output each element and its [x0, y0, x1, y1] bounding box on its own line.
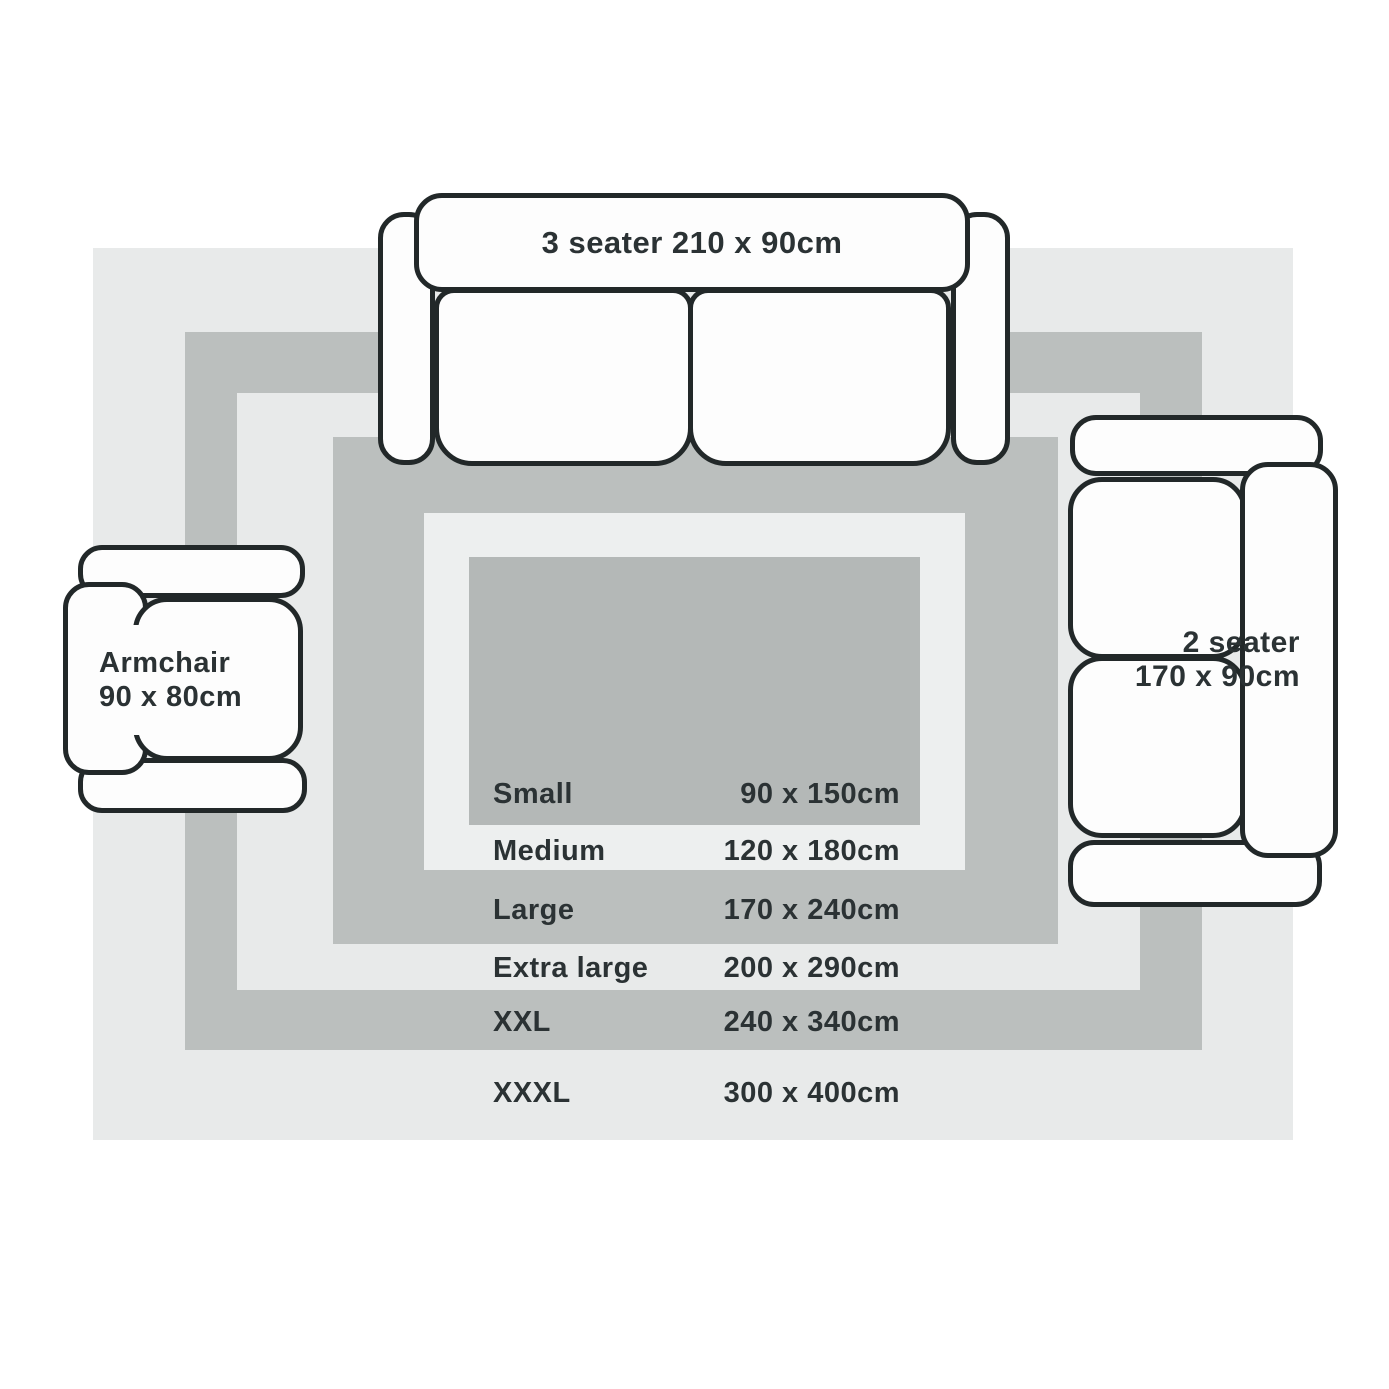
size-name: Small: [493, 777, 573, 810]
size-name: Large: [493, 893, 575, 926]
size-dimensions: 200 x 290cm: [723, 951, 900, 984]
two-seater-label: [1090, 626, 1300, 694]
size-name: Extra large: [493, 951, 649, 984]
size-dimensions: 90 x 150cm: [740, 777, 900, 810]
size-row-xxxl: [493, 1071, 900, 1115]
size-row-extra-large: [493, 946, 900, 990]
size-name: XXL: [493, 1005, 551, 1038]
size-name: XXXL: [493, 1076, 571, 1109]
size-dimensions: 300 x 400cm: [723, 1076, 900, 1109]
size-name: Medium: [493, 834, 606, 867]
size-row-large: [493, 888, 900, 932]
three-seater-label: 3 seater 210 x 90cm: [541, 224, 843, 260]
armchair-label-line1: Armchair: [99, 647, 231, 679]
armchair-label: [99, 646, 242, 714]
size-dimensions: 120 x 180cm: [723, 834, 900, 867]
two-seater-label-line2: 170 x 90cm: [1134, 660, 1300, 693]
three-seater-cushion-left: [434, 288, 693, 466]
size-dimensions: 170 x 240cm: [723, 893, 900, 926]
size-row-medium: [493, 829, 900, 873]
two-seater-label-line1: 2 seater: [1182, 626, 1300, 659]
size-row-xxl: [493, 1000, 900, 1044]
three-seater-cushion-right: [688, 288, 951, 466]
size-dimensions: 240 x 340cm: [723, 1005, 900, 1038]
armchair-label-line2: 90 x 80cm: [99, 681, 243, 713]
size-row-small: [493, 772, 900, 816]
